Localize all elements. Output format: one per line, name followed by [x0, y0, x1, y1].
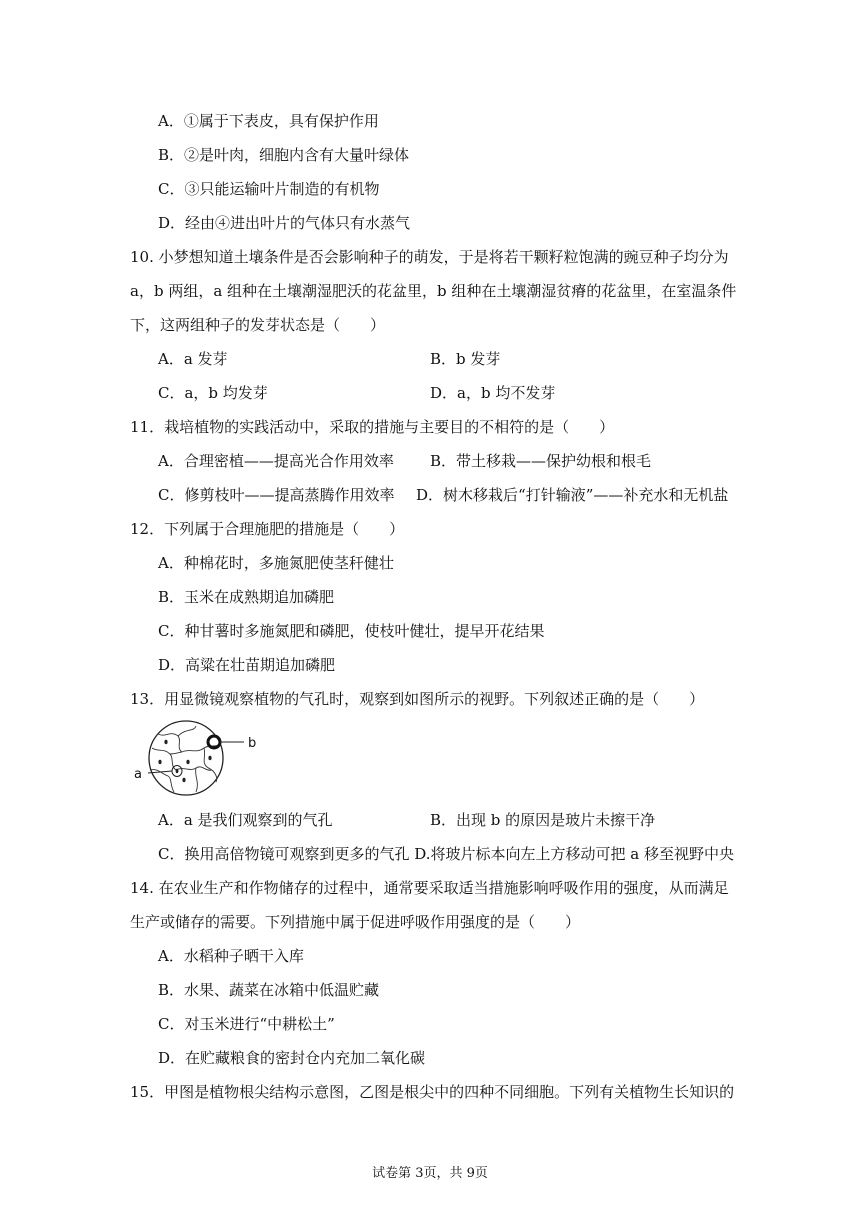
- q10-option-d: D．a，b 均不发芽: [430, 384, 556, 402]
- q14-option-d: D．在贮藏粮食的密封仓内充加二氧化碳: [158, 1049, 426, 1067]
- q14-option-b: B．水果、蔬菜在冰箱中低温贮藏: [158, 981, 380, 999]
- q10-option-b: B．b 发芽: [430, 350, 501, 368]
- field-of-view-circle: [149, 721, 223, 795]
- q12-option-a: A．种棉花时，多施氮肥使茎秆健壮: [158, 554, 394, 572]
- page-footer: 试卷第 3页，共 9页: [372, 1166, 488, 1181]
- q13-option-b: B．出现 b 的原因是玻片未擦干净: [430, 811, 656, 829]
- microscope-field-figure: [130, 718, 280, 798]
- q9-option-b: B．②是叶肉，细胞内含有大量叶绿体: [158, 146, 410, 164]
- q9-option-d: D．经由④进出叶片的气体只有水蒸气: [158, 214, 411, 232]
- q13-option-a: A．a 是我们观察到的气孔: [158, 811, 333, 829]
- q9-option-a: A．①属于下表皮，具有保护作用: [158, 112, 379, 130]
- q10-stem-line-2: a，b 两组，a 组种在土壤潮湿肥沃的花盆里，b 组种在土壤潮湿贫瘠的花盆里，在室温条件: [130, 282, 737, 300]
- q11-option-c: C．修剪枝叶——提高蒸腾作用效率: [158, 486, 395, 504]
- q13-option-cd: C．换用高倍物镜可观察到更多的气孔 D.将玻片标本向左上方移动可把 a 移至视野中央: [158, 845, 734, 863]
- q11-option-b: B．带土移栽——保护幼根和根毛: [430, 452, 652, 470]
- q11-option-a: A．合理密植——提高光合作用效率: [158, 452, 394, 470]
- q10-stem-line-3: 下，这两组种子的发芽状态是（ ）: [130, 316, 386, 334]
- q11-stem: 11．栽培植物的实践活动中，采取的措施与主要目的不相符的是（ ）: [130, 418, 615, 436]
- q11-option-d: D．树木移栽后“打针输液”——补充水和无机盐: [416, 486, 729, 504]
- structure-a: [172, 766, 182, 777]
- q12-option-d: D．高粱在壮苗期追加磷肥: [158, 656, 336, 674]
- q14-option-a: A．水稻种子晒干入库: [158, 947, 304, 965]
- q10-option-a: A．a 发芽: [158, 350, 228, 368]
- stomata-dots: [158, 740, 211, 782]
- q9-option-c: C．③只能运输叶片制造的有机物: [158, 180, 380, 198]
- q14-stem-line-1: 14. 在农业生产和作物储存的过程中，通常要采取适当措施影响呼吸作用的强度，从而满足: [130, 879, 729, 897]
- q14-option-c: C．对玉米进行“中耕松土”: [158, 1015, 335, 1033]
- q12-stem: 12．下列属于合理施肥的措施是（ ）: [130, 520, 405, 538]
- q15-stem: 15．甲图是植物根尖结构示意图，乙图是根尖中的四种不同细胞。下列有关植物生长知识的: [130, 1083, 735, 1101]
- q12-option-b: B．玉米在成熟期追加磷肥: [158, 588, 335, 606]
- q10-option-c: C．a，b 均发芽: [158, 384, 268, 402]
- figure-label-a: a: [134, 767, 142, 782]
- q10-stem-line-1: 10. 小梦想知道土壤条件是否会影响种子的萌发，于是将若干颗籽粒饱满的豌豆种子均分为: [130, 248, 729, 266]
- q12-option-c: C．种甘薯时多施氮肥和磷肥，使枝叶健壮，提早开花结果: [158, 622, 545, 640]
- figure-label-b: b: [248, 736, 257, 751]
- q14-stem-line-2: 生产或储存的需要。下列措施中属于促进呼吸作用强度的是（ ）: [130, 913, 581, 931]
- q13-stem: 13．用显微镜观察植物的气孔时，观察到如图所示的视野。下列叙述正确的是（ ）: [130, 690, 705, 708]
